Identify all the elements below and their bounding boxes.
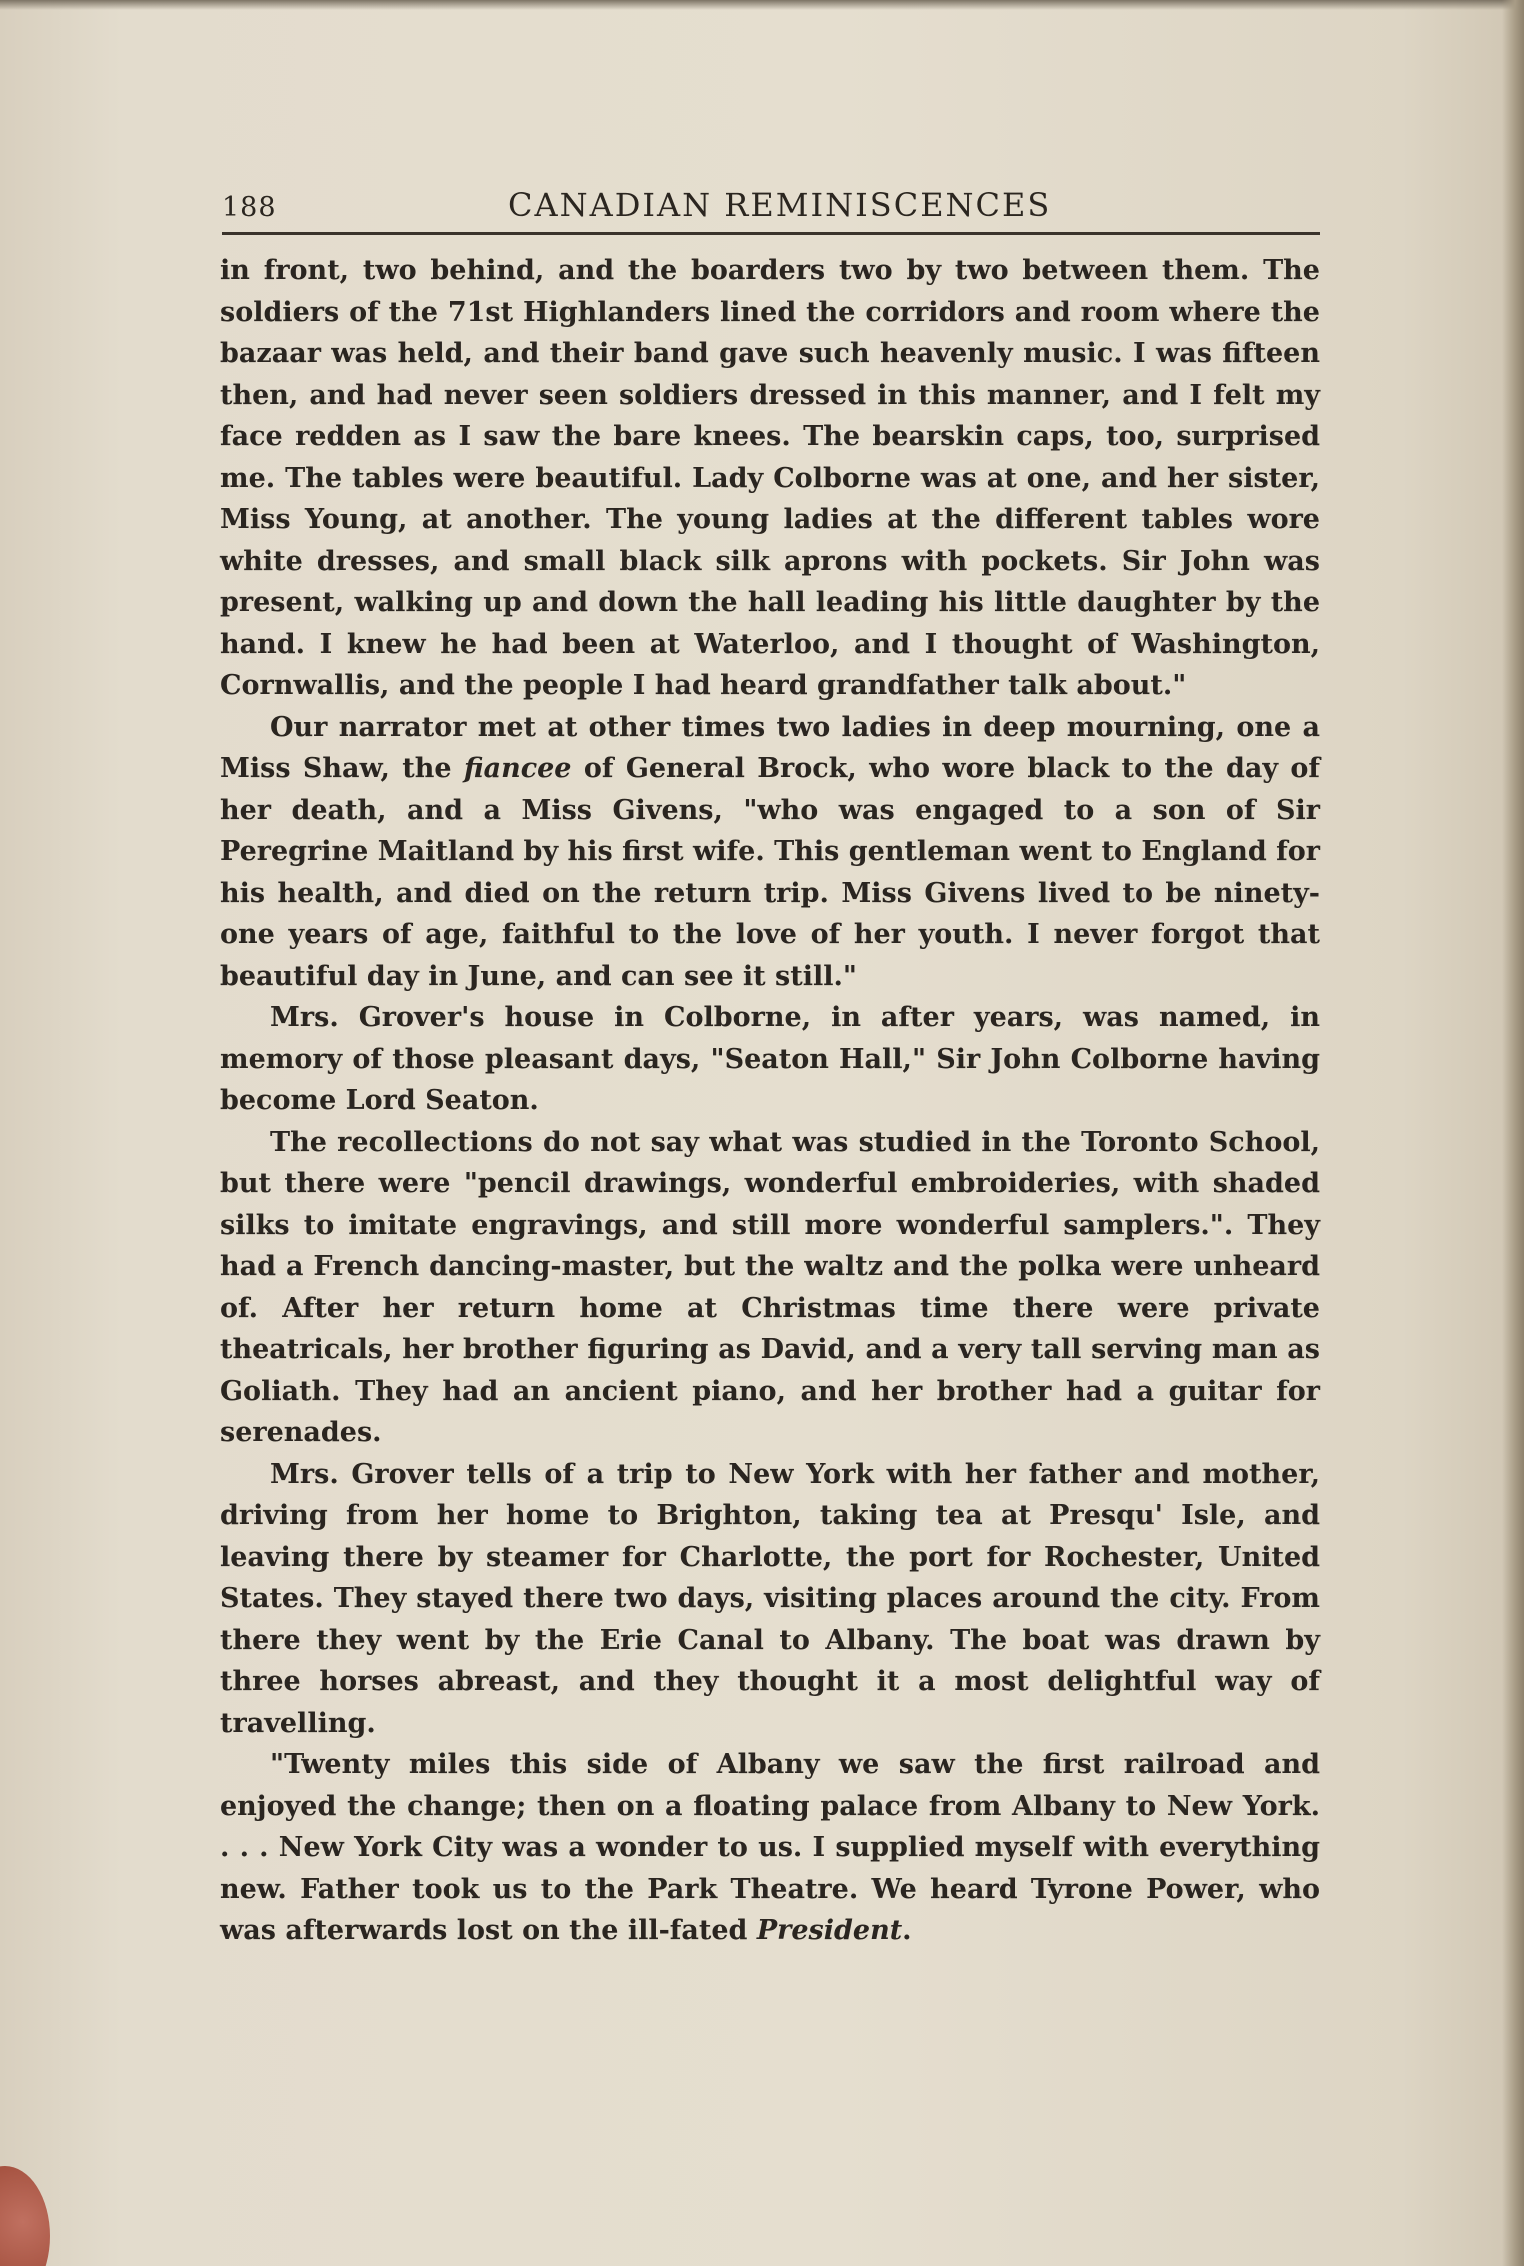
paragraph-5 <box>220 1454 1320 1745</box>
paragraph-2-italic: fiancee <box>463 753 572 784</box>
paragraph-4-text: The recollections do not say what was studied in the Toronto School, but there were "pencil drawings, wonderful embroideries, with shaded silks to imitate engravings, and still more wonderful samplers.". They had a French dancing-master, but the waltz and the polka were unheard of. After her return home at Christmas time there were private theatricals, her brother figuring as David, and a very tall serving man as Goliath. They had an ancient piano, and her brother had a guitar for serenades. <box>220 1126 1320 1448</box>
paragraph-6-text-a: "Twenty miles this side of Albany we saw the first railroad and enjoyed the change; then on a floating palace from Albany to New York. . . . New York City was a wonder to us. I supplied myself with everything new. Father took us to the Park Theatre. We heard Tyrone Power, who was afterwards lost on the ill-fated <box>220 1749 1320 1946</box>
paragraph-1-text: in front, two behind, and the boarders two by two between them. The soldiers of the 71st Highlanders lined the corridors and room where the bazaar was held, and their band gave such heavenly music. I was fifteen then, and had never seen soldiers dressed in this manner, and I felt my face redden as I saw the bare knees. The bearskin caps, too, surprised me. The tables were beautiful. Lady Colborne was at one, and her sister, Miss Young, at another. The young ladies at the different tables wore white dresses, and small black silk aprons with pockets. Sir John was present, walking up and down the hall leading his little daughter by the hand. I knew he had been at Waterloo, and I thought of Washington, Cornwallis, and the people I had heard grandfather talk about." <box>220 255 1320 701</box>
page-header <box>222 178 1322 234</box>
paragraph-6-italic: President <box>756 1915 903 1946</box>
page-number: 188 <box>222 192 277 223</box>
paragraph-5-text: Mrs. Grover tells of a trip to New York with her father and mother, driving from her home to Brighton, taking tea at Presqu' Isle, and leaving there by steamer for Charlotte, the port for Rochester, United States. They stayed there two days, visiting places around the city. From there they went by the Erie Canal to Albany. The boat was drawn by three horses abreast, and they thought it a most delightful way of travelling. <box>220 1458 1320 1739</box>
paragraph-6-text-b: . <box>902 1915 912 1946</box>
corner-stain <box>0 2166 50 2266</box>
running-head: CANADIAN REMINISCENCES <box>508 186 1052 224</box>
header-rule <box>222 232 1320 235</box>
paragraph-3 <box>220 997 1320 1122</box>
paragraph-4 <box>220 1122 1320 1454</box>
paragraph-3-text: Mrs. Grover's house in Colborne, in after years, was named, in memory of those pleasant days, "Seaton Hall," Sir John Colborne having become Lord Seaton. <box>220 1002 1320 1116</box>
paragraph-2-text-a: Our narrator met at other times two ladies in deep mourning, one a Miss Shaw, the <box>220 711 1320 784</box>
paragraph-1 <box>220 250 1320 707</box>
paragraph-2-text-b: of General Brock, who wore black to the day of her death, and a Miss Givens, "who was engaged to a son of Sir Peregrine Maitland by his first wife. This gentleman went to England for his health, and died on the return trip. Miss Givens lived to be ninety-one years of age, faithful to the love of her youth. I never forgot that beautiful day in June, and can see it still." <box>220 753 1320 992</box>
body-text <box>220 250 1320 1952</box>
binding-edge <box>1502 0 1524 2266</box>
top-edge-shadow <box>0 0 1524 10</box>
paragraph-6 <box>220 1744 1320 1952</box>
paragraph-2 <box>220 707 1320 998</box>
